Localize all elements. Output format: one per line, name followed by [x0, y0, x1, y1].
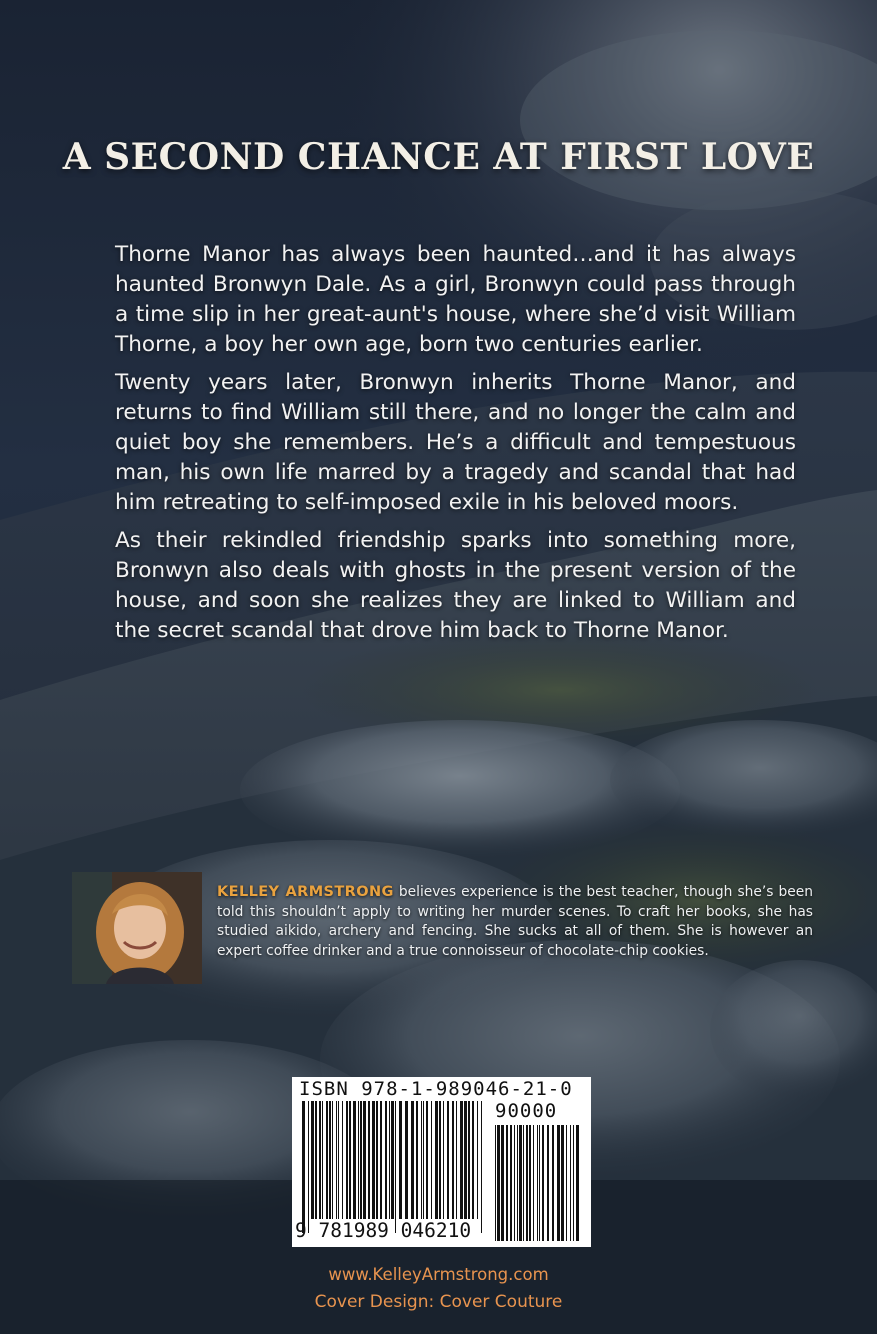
barcode-bar [443, 1101, 444, 1219]
barcode-bar [372, 1101, 375, 1219]
barcode-bar [380, 1101, 382, 1219]
barcode-bar [376, 1101, 378, 1219]
barcode-bar [346, 1101, 348, 1219]
barcode-bar [439, 1101, 441, 1219]
barcode-bar [329, 1101, 331, 1219]
barcode-bar [311, 1101, 314, 1219]
barcode-bar [326, 1101, 328, 1219]
barcode-bar [395, 1101, 396, 1233]
barcode-bar [510, 1125, 512, 1241]
barcode-bar [529, 1125, 531, 1241]
barcode-bar [547, 1125, 549, 1241]
barcode-bar [561, 1125, 564, 1241]
barcode-bar [368, 1101, 370, 1219]
blurb-paragraph-3: As their rekindled friendship sparks into something more, Bronwyn also deals with ghosts in the present version of the house, and soon she realizes they are linked to William and the secret scandal that drove him back to Thorne Manor. [115, 528, 796, 643]
barcode-bar [537, 1125, 538, 1241]
blurb-paragraph-1: Thorne Manor has always been haunted…and it has always haunted Bronwyn Dale. As a girl, Bronwyn could pass through a time slip in her great-aunt's house, where she’d visit William Thorne, a boy her own age, born two centuries earlier. [115, 242, 796, 357]
barcode-bar [481, 1101, 482, 1233]
barcode-bar [302, 1101, 305, 1233]
author-bio-text: believes experience is the best teacher, though she’s been told this shouldn’t apply to writing her murder scenes. To craft her books, she has studied aikido, archery and fencing. She sucks at all of them. She is however an expert coffee drinker and a true connoisseur of chocolate-chip cookies. [217, 884, 813, 959]
barcode-bar [319, 1101, 321, 1219]
barcode-bar [416, 1101, 418, 1219]
barcode-bar [519, 1125, 522, 1241]
barcode-bar [358, 1101, 359, 1219]
barcode-bar [315, 1101, 317, 1219]
barcode-bar [336, 1101, 337, 1219]
barcode-bar [435, 1101, 438, 1219]
cover-design-credit: Cover Design: Cover Couture [314, 1292, 563, 1312]
barcode-bar [497, 1125, 500, 1241]
barcode-bar [468, 1101, 470, 1219]
barcode-bar [447, 1101, 449, 1219]
barcode-digits: 9 781989 046210 [295, 1219, 472, 1242]
barcode-bar [353, 1101, 356, 1219]
barcode-bar [526, 1125, 528, 1241]
barcode-bar [421, 1101, 422, 1219]
author-photo [72, 872, 202, 984]
barcode-bar [426, 1101, 428, 1219]
barcode-bar [411, 1101, 414, 1219]
barcode-bar [533, 1125, 534, 1241]
barcode-bar [431, 1101, 432, 1219]
barcode-bar [456, 1101, 457, 1219]
barcode-bar [332, 1101, 333, 1219]
isbn-text: ISBN 978-1-989046-21-0 [299, 1078, 573, 1100]
barcode-bar [517, 1125, 518, 1241]
barcode-bar [322, 1101, 323, 1219]
barcode-bar [349, 1101, 351, 1219]
barcode-bar [363, 1101, 366, 1219]
barcode-bar [557, 1125, 560, 1241]
barcode-bar [464, 1101, 467, 1219]
barcode-bar [552, 1125, 554, 1241]
barcode-bar [501, 1125, 504, 1241]
barcode-bar [472, 1101, 474, 1219]
barcode-bar [506, 1125, 508, 1241]
barcode-bar [360, 1101, 362, 1219]
barcode-bar [542, 1125, 544, 1241]
tagline-heading: A SECOND CHANCE AT FIRST LOVE [62, 136, 815, 178]
barcode-bar [477, 1101, 478, 1219]
barcode-main-bars [302, 1101, 486, 1233]
barcode-bar [573, 1125, 574, 1241]
barcode-bar [385, 1101, 387, 1219]
barcode-bar [308, 1101, 309, 1233]
author-name: KELLEY ARMSTRONG [217, 884, 394, 900]
barcode-bar [570, 1125, 571, 1241]
barcode-bar [514, 1125, 515, 1241]
barcode-bar [576, 1125, 579, 1241]
barcode-bar [338, 1101, 339, 1219]
barcode-bar [566, 1125, 567, 1241]
barcode-bar [389, 1101, 390, 1219]
blurb-paragraph-2: Twenty years later, Bronwyn inherits Thorne Manor, and returns to find William still there, and no longer the calm and quiet boy she remembers. He’s a difficult and tempestuous man, his own life marred by a tragedy and scandal that had him retreating to self-imposed exile in his beloved moors. [115, 370, 796, 515]
barcode-bar [423, 1101, 424, 1219]
barcode-bar [523, 1125, 524, 1241]
barcode-bar [460, 1101, 463, 1219]
barcode-bar [391, 1101, 394, 1219]
author-website-link[interactable]: www.KelleyArmstrong.com [328, 1265, 549, 1284]
barcode-bar [539, 1125, 540, 1241]
barcode-bar [342, 1101, 343, 1219]
isbn-barcode [292, 1077, 591, 1247]
author-bio [217, 883, 813, 961]
barcode-bar [405, 1101, 408, 1219]
back-cover-blurb [115, 240, 796, 654]
barcode-bar [452, 1101, 454, 1219]
barcode-bar [495, 1125, 496, 1241]
barcode-addon-bars [495, 1125, 583, 1241]
barcode-bar [399, 1101, 402, 1219]
barcode-price-code: 90000 [495, 1100, 558, 1122]
